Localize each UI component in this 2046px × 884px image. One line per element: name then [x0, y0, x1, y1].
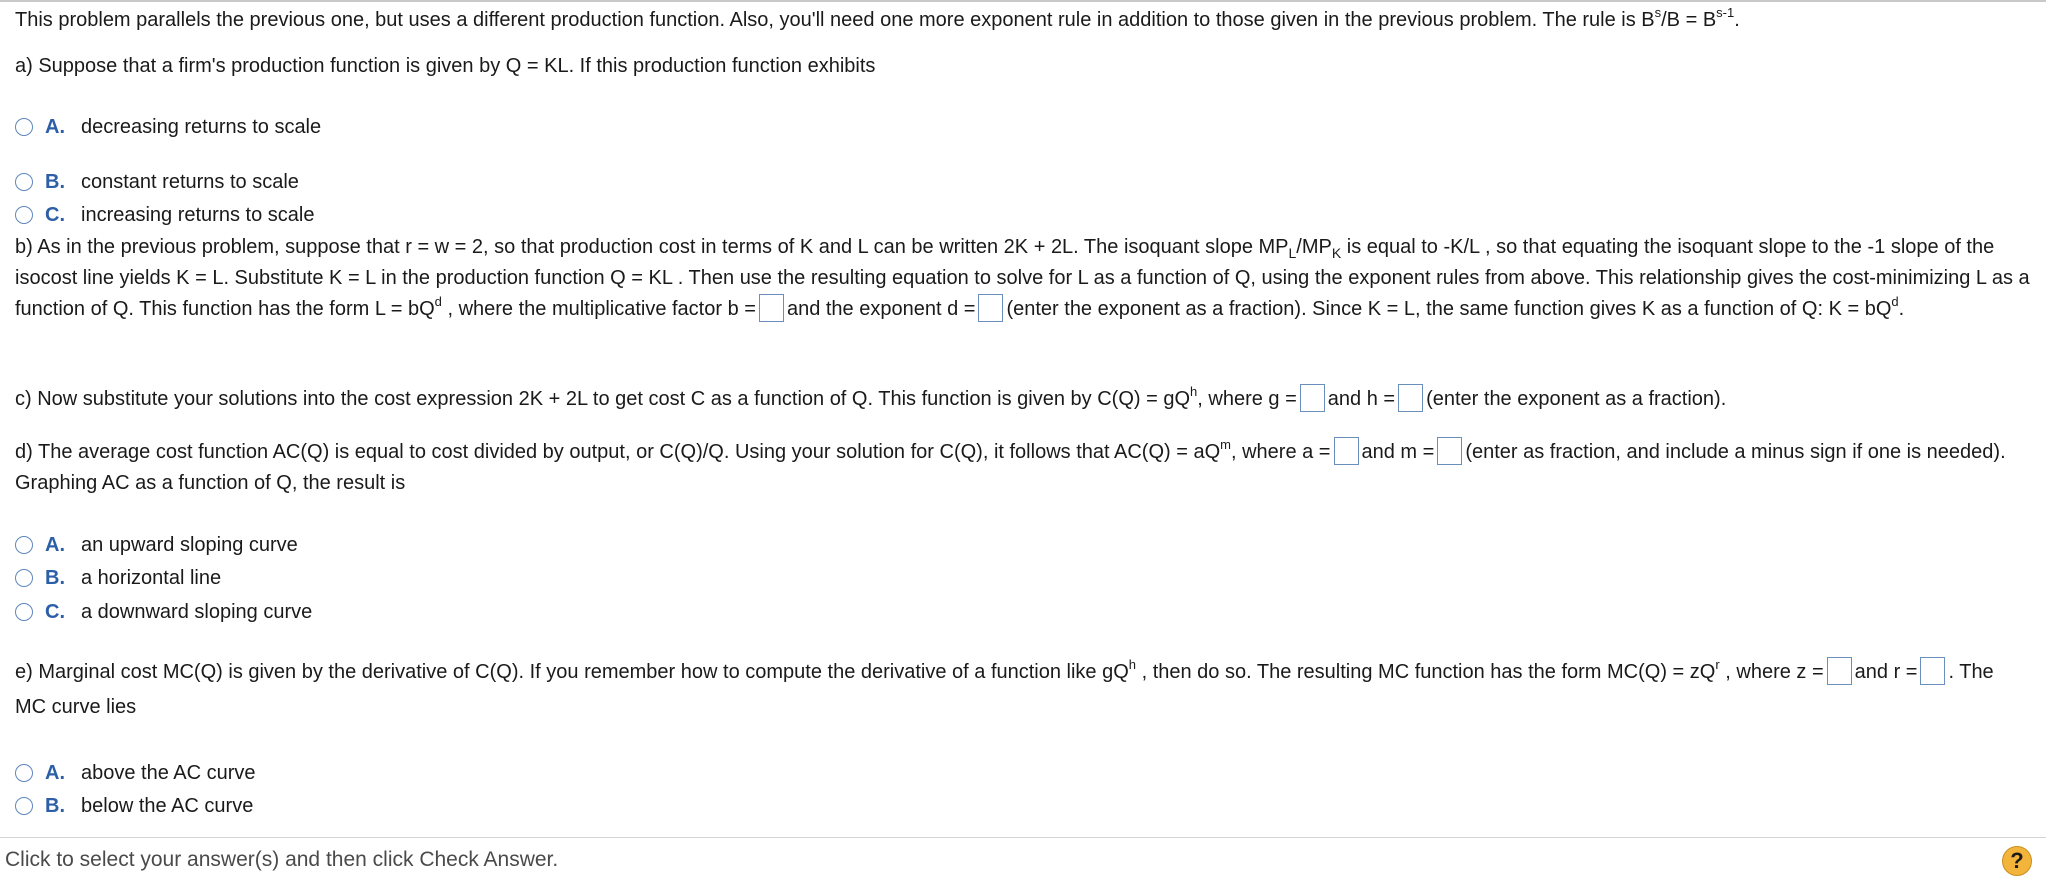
part-d-option-a[interactable]: A. an upward sloping curve: [15, 533, 298, 557]
h-input[interactable]: [1398, 384, 1423, 412]
radio-icon[interactable]: [15, 118, 33, 136]
radio-icon[interactable]: [15, 603, 33, 621]
b-factor-input[interactable]: [759, 294, 784, 322]
part-a-option-a[interactable]: A. decreasing returns to scale: [15, 115, 321, 139]
z-input[interactable]: [1827, 657, 1852, 685]
part-a-question: a) Suppose that a firm's production function is given by Q = KL. If this production function exhibits: [15, 55, 876, 77]
part-e-option-b[interactable]: B. below the AC curve: [15, 794, 253, 818]
radio-icon[interactable]: [15, 536, 33, 554]
d-exponent-input[interactable]: [978, 294, 1003, 322]
m-input[interactable]: [1437, 437, 1462, 465]
part-b-text: b) As in the previous problem, suppose that r = w = 2, so that production cost in terms of K and L can be written 2K + 2L. The isoquant slope $MP_L/MP_K$ is equal to -K/L , so that equating the isoquant slope to the -1 slope of the isocost line yields K = L. Substitute K = L in the production function Q = KL . Then use the resulting equation to solve for L as a function of Q, using the exponent rules from above. This relationship gives the cost-minimizing L as a function of Q. This function has the form $L = bQ^d$ , where the multiplicative factor b = and the exponent d = (enter the exponent as a fraction). Since K = L, the same function gives K as a function of Q: $K = bQ^d$.: [15, 236, 2030, 320]
radio-icon[interactable]: [15, 764, 33, 782]
part-d-option-b[interactable]: B. a horizontal line: [15, 566, 221, 590]
part-a-option-b[interactable]: B. constant returns to scale: [15, 170, 299, 194]
g-input[interactable]: [1300, 384, 1325, 412]
a-input[interactable]: [1334, 437, 1359, 465]
top-border: [0, 0, 2046, 2]
part-d-option-c[interactable]: C. a downward sloping curve: [15, 600, 312, 624]
intro-text: This problem parallels the previous one, but uses a different production function. Also, you'll need one more exponent rule in addition to those given in the previous problem. The rule is $B^s/B = B^{s-1}$.: [15, 5, 1740, 31]
part-e-text: e) Marginal cost MC(Q) is given by the derivative of C(Q). If you remember how to compute the derivative of a function like $gQ^h$ , then do so. The resulting MC function has the form $MC(Q) = zQ^r$ , where z = and r = . The MC curve lies: [15, 657, 1994, 718]
help-icon[interactable]: ?: [2002, 846, 2032, 876]
radio-icon[interactable]: [15, 173, 33, 191]
part-c-text: c) Now substitute your solutions into the cost expression 2K + 2L to get cost C as a function of Q. This function is given by $C(Q) = gQ^h$, where g = and h = (enter the exponent as a fraction).: [15, 384, 1727, 410]
radio-icon[interactable]: [15, 206, 33, 224]
footer-instruction: Click to select your answer(s) and then click Check Answer.: [5, 848, 559, 871]
r-input[interactable]: [1920, 657, 1945, 685]
footer-bar: [0, 837, 2046, 884]
part-a-option-c[interactable]: C. increasing returns to scale: [15, 203, 314, 227]
radio-icon[interactable]: [15, 797, 33, 815]
radio-icon[interactable]: [15, 569, 33, 587]
part-e-option-a[interactable]: A. above the AC curve: [15, 761, 256, 785]
part-d-text: d) The average cost function AC(Q) is equal to cost divided by output, or C(Q)/Q. Using your solution for C(Q), it follows that $AC(Q) = aQ^m$, where a = and m = (enter as fraction, and include a minus sign if one is needed). Graphing AC as a function of Q, the result is: [15, 437, 2006, 494]
